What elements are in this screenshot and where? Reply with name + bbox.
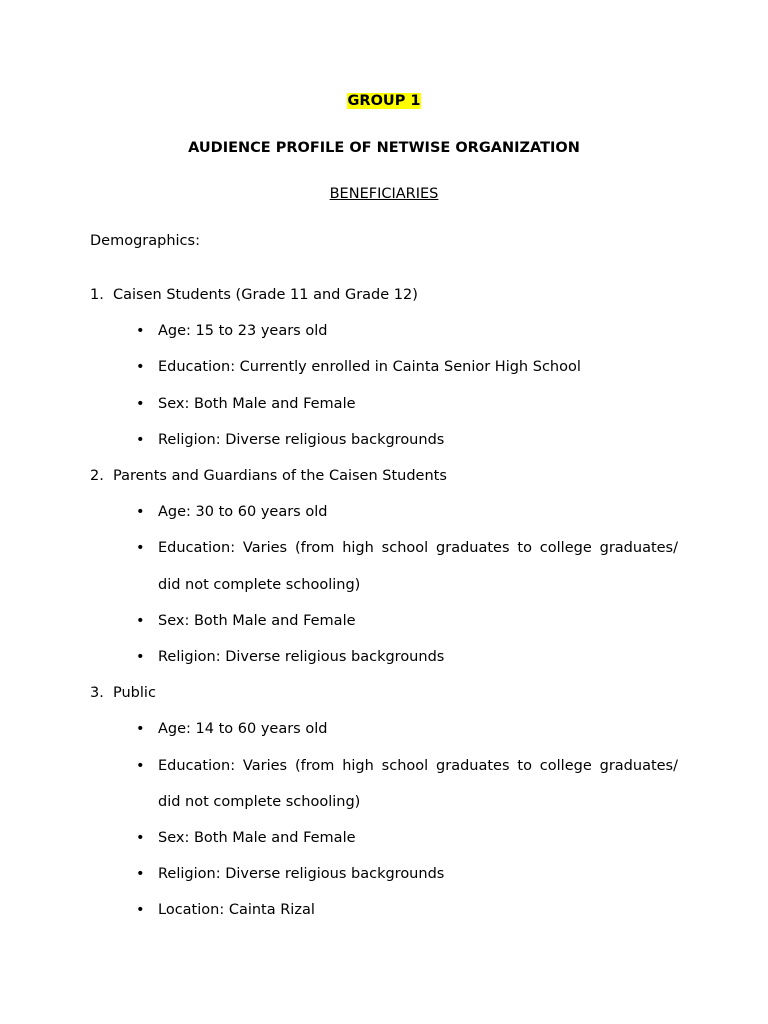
demographics-heading: Demographics: bbox=[90, 233, 200, 249]
bullet-icon: • bbox=[136, 431, 145, 448]
bullet-item-text: Age: 14 to 60 years old bbox=[158, 721, 328, 738]
bullet-item-text: Education: Currently enrolled in Cainta Senior High School bbox=[158, 359, 581, 376]
bullet-icon: • bbox=[136, 612, 145, 629]
bullet-item-text: Education: Varies (from high school graduates to college graduates/ did not complete schooling) bbox=[158, 757, 678, 810]
bullet-item-text: Sex: Both Male and Female bbox=[158, 830, 356, 847]
bullet-icon: • bbox=[136, 757, 145, 774]
bullet-item bbox=[0, 892, 768, 928]
bullet-icon: • bbox=[136, 649, 145, 666]
group-title bbox=[0, 91, 768, 111]
bullet-item-text: Education: Varies (from high school graduates to college graduates/ did not complete schooling) bbox=[158, 540, 678, 593]
numbered-item-1 bbox=[0, 277, 768, 313]
bullet-item bbox=[0, 856, 768, 892]
bullet-item bbox=[0, 349, 768, 385]
bullet-item bbox=[0, 530, 768, 602]
section-title-text: BENEFICIARIES bbox=[329, 186, 439, 202]
bullet-icon: • bbox=[136, 504, 145, 521]
bullet-item bbox=[0, 711, 768, 747]
bullet-item-text: Religion: Diverse religious backgrounds bbox=[158, 866, 445, 883]
bullet-icon: • bbox=[136, 721, 145, 738]
bullet-icon: • bbox=[136, 902, 145, 919]
bullet-icon: • bbox=[136, 540, 145, 557]
numbered-item-2 bbox=[0, 458, 768, 494]
numbered-item-label: Public bbox=[113, 685, 156, 702]
bullet-icon: • bbox=[136, 323, 145, 340]
list-number: 2. bbox=[90, 468, 104, 485]
audience-list bbox=[0, 277, 768, 929]
bullet-item-text: Sex: Both Male and Female bbox=[158, 612, 356, 629]
group-title-highlight: GROUP 1 bbox=[347, 93, 421, 109]
bullet-item-text: Religion: Diverse religious backgrounds bbox=[158, 649, 445, 666]
numbered-item-label: Caisen Students (Grade 11 and Grade 12) bbox=[113, 287, 418, 303]
bullet-item-text: Age: 15 to 23 years old bbox=[158, 323, 328, 340]
bullet-item bbox=[0, 313, 768, 349]
list-number: 3. bbox=[90, 685, 104, 702]
bullet-item bbox=[0, 494, 768, 530]
list-number: 1. bbox=[90, 287, 104, 303]
bullet-item-text: Age: 30 to 60 years old bbox=[158, 504, 328, 521]
bullet-item bbox=[0, 820, 768, 856]
bullet-item bbox=[0, 386, 768, 422]
bullet-icon: • bbox=[136, 395, 145, 412]
bullet-item-text: Religion: Diverse religious backgrounds bbox=[158, 431, 445, 448]
bullet-item bbox=[0, 639, 768, 675]
numbered-item-label: Parents and Guardians of the Caisen Students bbox=[113, 468, 447, 485]
bullet-icon: • bbox=[136, 866, 145, 883]
bullet-item bbox=[0, 422, 768, 458]
bullet-icon: • bbox=[136, 830, 145, 847]
page-title: AUDIENCE PROFILE OF NETWISE ORGANIZATION bbox=[188, 140, 580, 156]
bullet-item bbox=[0, 748, 768, 820]
section-title bbox=[0, 184, 768, 204]
bullet-icon: • bbox=[136, 359, 145, 376]
numbered-item-3 bbox=[0, 675, 768, 711]
bullet-item-text: Location: Cainta Rizal bbox=[158, 902, 315, 919]
bullet-item-text: Sex: Both Male and Female bbox=[158, 395, 356, 412]
bullet-item bbox=[0, 603, 768, 639]
